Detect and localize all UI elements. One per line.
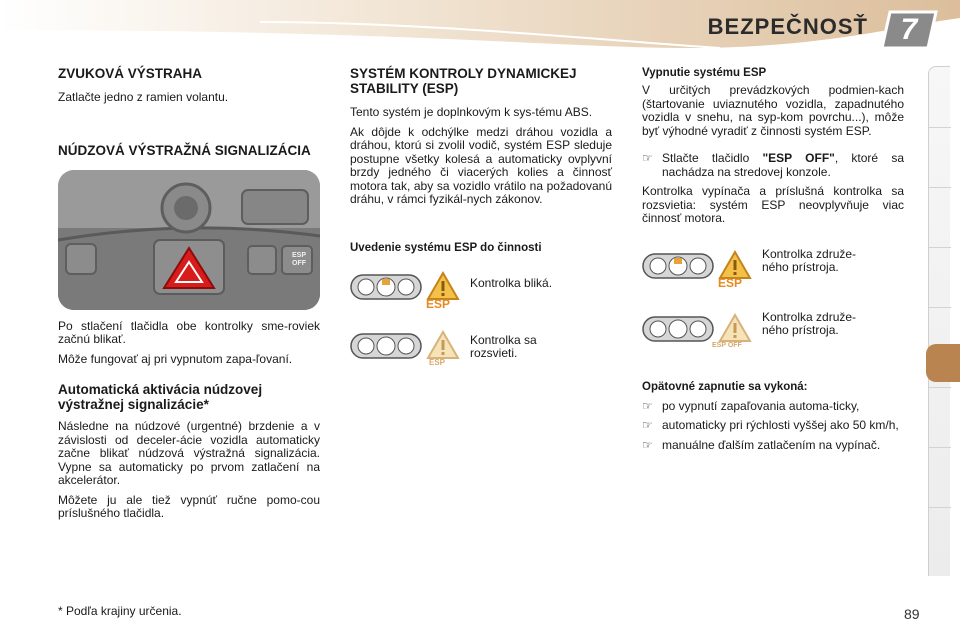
hazard-heading: NÚDZOVÁ VÝSTRAŽNÁ SIGNALIZÁCIA — [58, 142, 311, 158]
esp-on-step — [642, 419, 904, 433]
esp-activation-heading: Uvedenie systému ESP do činnosti — [350, 241, 542, 254]
esp-on-step — [642, 400, 904, 414]
auto-activation-paragraph-2: Môžete ju ale tiež vypnúť ručne pomo-cou príslušného tlačidla. — [58, 492, 320, 520]
pointing-hand-icon: ☞ — [642, 418, 653, 432]
esp-off-cluster-indicator-row — [642, 309, 904, 358]
tab-divider — [929, 127, 951, 128]
tab-divider — [929, 187, 951, 188]
esp-warning-lamp — [714, 250, 752, 295]
esp-off-paragraph-2: Kontrolka vypínača a príslušná kontrolka sa rozsvietia: systém ESP neovplyvňuje viac činnosť motora. — [642, 184, 904, 225]
esp-off-key: "ESP OFF" — [762, 151, 835, 165]
esp-off-step-text-b: , ktoré sa nachádza na stredovej konzole. — [662, 151, 904, 179]
tab-divider — [929, 247, 951, 248]
hazard-paragraph-1: Po stlačení tlačidla obe kontrolky sme-roviek začnú blikať. — [58, 318, 320, 346]
tab-divider — [929, 307, 951, 308]
middle-column — [350, 66, 612, 375]
esp-badge-text: ESP — [718, 275, 743, 290]
esp-badge-text: ESP — [426, 296, 451, 311]
esp-warning-lamp-dim — [422, 330, 460, 375]
right-column — [642, 66, 904, 452]
chapter-title: BEZPEČNOSŤ — [707, 14, 868, 39]
esp-off-paragraph-1: V určitých prevádzkových podmien-kach (štartovanie uviaznutého vozidla, zapadnutého vozidla v snehu, na syp-kom povrchu...), môže byť výhodné vyradiť z činnosti systém ESP. — [642, 83, 904, 138]
esp-off-heading: Vypnutie systému ESP — [642, 67, 767, 79]
esp-cluster-indicator-row — [642, 246, 904, 295]
tab-divider — [929, 387, 951, 388]
console-illustration — [58, 170, 320, 310]
esp-paragraph-2: Ak dôjde k odchýlke medzi dráhou vozidla a dráhou, ktorú si zvolil vodič, systém ESP sleduje postupne všetky kolesá a automaticky ovplyvní brzdy jedného či viacerých kolies a činnosť motora tak, aby sa vozidlo vrátilo na požadovanú dráhu, v rámci fyzikál-nych zákonov. — [350, 124, 612, 206]
tab-divider — [929, 447, 951, 448]
esp-on-step-text: manuálne ďalším zatlačením na vypínač. — [662, 437, 881, 452]
active-chapter-tab[interactable] — [926, 344, 960, 382]
esp-on-heading: Opätovné zapnutie sa vykoná: — [642, 380, 808, 393]
esp-off-cluster-indicator-label: Kontrolka združe-ného prístroja. — [762, 309, 857, 337]
pointing-hand-icon: ☞ — [642, 437, 653, 452]
chapter-tab-strip — [928, 66, 950, 576]
esp-indicator-blinking-row — [350, 271, 612, 316]
pointing-hand-icon: ☞ — [642, 151, 653, 165]
instrument-cluster-icon — [350, 330, 422, 362]
hazard-button-photo — [58, 170, 320, 310]
esp-off-badge-text: ESP OFF — [712, 341, 742, 349]
hazard-paragraph-2: Môže fungovať aj pri vypnutom zapa-ľovaní. — [58, 351, 293, 366]
esp-off-warning-lamp — [714, 313, 752, 358]
esp-indicator-on-row — [350, 330, 612, 375]
tab-divider — [929, 507, 951, 508]
sound-warning-heading: ZVUKOVÁ VÝSTRAHA — [58, 66, 203, 81]
instrument-cluster-icon — [642, 313, 714, 345]
sound-warning-text: Zatlačte jedno z ramien volantu. — [58, 90, 229, 104]
esp-on-step-text: automaticky pri rýchlosti vyššej ako 50 km/h, — [662, 418, 899, 432]
esp-paragraph-1: Tento systém je doplnkovým k sys-tému ABS. — [350, 105, 593, 119]
esp-badge-text: ESP — [429, 357, 446, 367]
esp-cluster-indicator-label: Kontrolka združe-ného prístroja. — [762, 246, 857, 274]
esp-on-step — [642, 439, 904, 453]
esp-off-step-text-a: Stlačte tlačidlo — [662, 151, 763, 165]
esp-indicator-blinking-label: Kontrolka bliká. — [470, 275, 553, 290]
esp-off-button-label: ESP OFF — [291, 251, 306, 267]
footnote: * Podľa krajiny určenia. — [58, 604, 182, 618]
esp-off-step — [642, 152, 904, 179]
instrument-cluster-icon — [350, 271, 422, 303]
pointing-hand-icon: ☞ — [642, 398, 653, 413]
page-number: 89 — [904, 606, 920, 622]
esp-indicator-on-label: Kontrolka sa rozsvieti. — [470, 332, 537, 360]
instrument-cluster-icon — [642, 250, 714, 282]
auto-activation-heading: Automatická aktivácia núdzovej výstražnej signalizácie* — [58, 382, 263, 412]
chapter-number: 7 — [900, 13, 918, 46]
left-column — [58, 66, 320, 521]
auto-activation-paragraph-1: Následne na núdzové (urgentné) brzdenie a v závislosti od deceler-ácie vozidla automaticky začne blikať núdzová výstražná signalizácia. Vypne sa automaticky po prvom zatlačení na akcelerátor. — [58, 419, 320, 487]
esp-on-step-text: po vypnutí zapaľovania automa-ticky, — [662, 398, 860, 413]
esp-warning-lamp — [422, 271, 460, 316]
esp-heading: SYSTÉM KONTROLY DYNAMICKEJ STABILITY (ESP) — [350, 66, 577, 96]
